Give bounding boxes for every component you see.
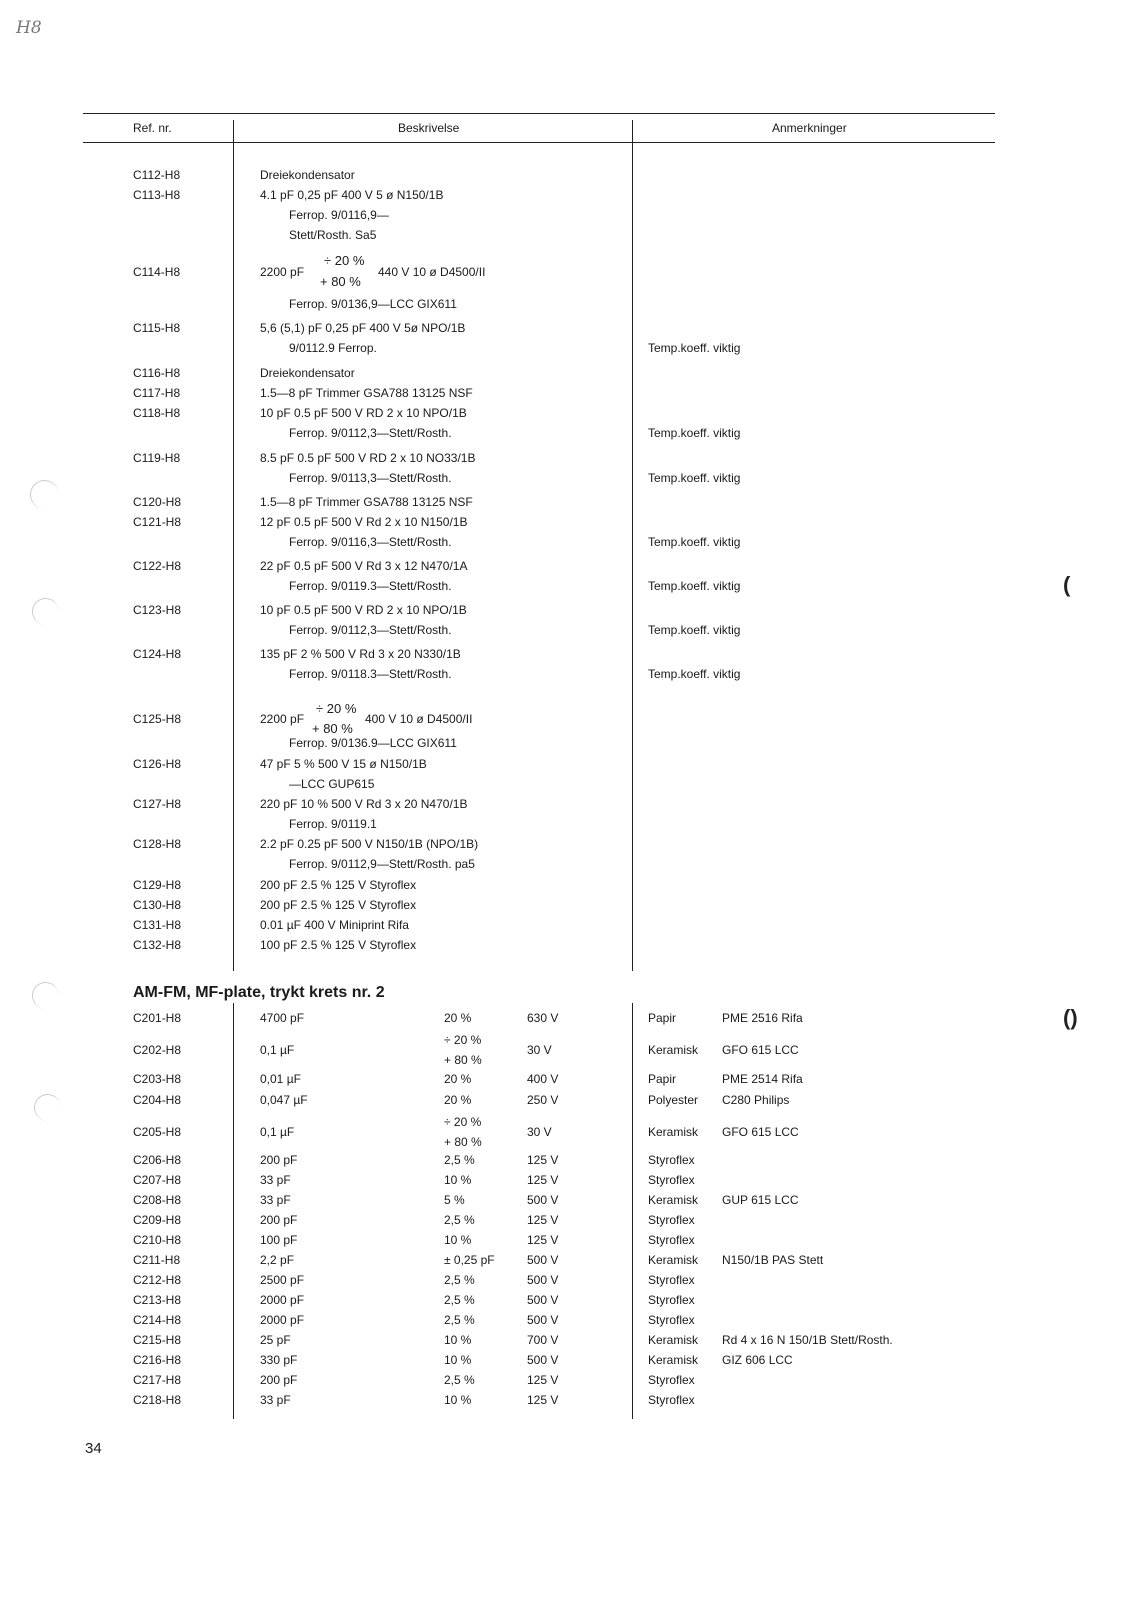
part-cell: PME 2516 Rifa	[722, 1011, 803, 1025]
note-cell: Temp.koeff. viktig	[648, 341, 741, 355]
description-cell: Ferrop. 9/0136.9—LCC GIX611	[289, 736, 457, 750]
voltage-cell: 500 V	[527, 1273, 559, 1287]
type-cell: Keramisk	[648, 1353, 699, 1367]
value-cell: 33 pF	[260, 1193, 291, 1207]
header-notes: Anmerkninger	[772, 121, 847, 135]
tolerance-cell: 10 %	[444, 1173, 472, 1187]
value-cell: 2000 pF	[260, 1293, 305, 1307]
tolerance-cell-2: + 80 %	[444, 1053, 482, 1067]
ref-cell: C216-H8	[133, 1353, 182, 1367]
voltage-cell: 125 V	[527, 1373, 559, 1387]
value-cell: 0,1 µF	[260, 1043, 295, 1057]
voltage-cell: 125 V	[527, 1213, 559, 1227]
ref-cell: C217-H8	[133, 1373, 182, 1387]
value-cell: 2000 pF	[260, 1313, 305, 1327]
ref-cell: C209-H8	[133, 1213, 182, 1227]
part-cell: GIZ 606 LCC	[722, 1353, 793, 1367]
value-cell: 100 pF	[260, 1233, 298, 1247]
ref-cell: C218-H8	[133, 1393, 182, 1407]
binding-hole-mark: ()	[1063, 1005, 1078, 1030]
description-cell: 9/0112.9 Ferrop.	[289, 341, 377, 355]
type-cell: Keramisk	[648, 1333, 699, 1347]
voltage-cell: 500 V	[527, 1293, 559, 1307]
handwritten-corner-note: H8	[16, 18, 42, 38]
header-ref: Ref. nr.	[133, 121, 172, 135]
value-cell: 330 pF	[260, 1353, 298, 1367]
ref-cell: C205-H8	[133, 1125, 182, 1139]
note-cell: Temp.koeff. viktig	[648, 535, 741, 549]
column-divider-4	[632, 1003, 633, 1419]
tolerance-cell: 20 %	[444, 1011, 472, 1025]
ref-cell: C211-H8	[133, 1253, 181, 1267]
tolerance-cell: ÷ 20 %	[444, 1115, 482, 1129]
description-cell: 4.1 pF 0,25 pF 400 V 5 ø N150/1B	[260, 188, 444, 202]
ref-cell: C128-H8	[133, 837, 182, 851]
type-cell: Papir	[648, 1072, 677, 1086]
part-cell: C280 Philips	[722, 1093, 790, 1107]
c114-rest: 440 V 10 ø D4500/II	[378, 265, 486, 279]
ref-cell: C131-H8	[133, 918, 182, 932]
ref-cell: C203-H8	[133, 1072, 182, 1086]
voltage-cell: 500 V	[527, 1253, 559, 1267]
description-cell: 10 pF 0.5 pF 500 V RD 2 x 10 NPO/1B	[260, 406, 467, 420]
tolerance-cell: 10 %	[444, 1333, 472, 1347]
c125-tol-plus: + 80 %	[312, 721, 353, 736]
description-cell: Ferrop. 9/0119.3—Stett/Rosth.	[289, 579, 452, 593]
type-cell: Keramisk	[648, 1125, 699, 1139]
tolerance-cell: 2,5 %	[444, 1213, 475, 1227]
tolerance-cell: ÷ 20 %	[444, 1033, 482, 1047]
tolerance-cell: 2,5 %	[444, 1293, 475, 1307]
c114-value: 2200 pF	[260, 265, 305, 279]
ref-cell: C213-H8	[133, 1293, 182, 1307]
type-cell: Polyester	[648, 1093, 699, 1107]
tolerance-cell: 5 %	[444, 1193, 465, 1207]
description-cell: Ferrop. 9/0118.3—Stett/Rosth.	[289, 667, 452, 681]
c125-tol-minus: ÷ 20 %	[316, 701, 357, 716]
ref-cell: C127-H8	[133, 797, 182, 811]
voltage-cell: 630 V	[527, 1011, 559, 1025]
header-description: Beskrivelse	[398, 121, 460, 135]
description-cell: 10 pF 0.5 pF 500 V RD 2 x 10 NPO/1B	[260, 603, 467, 617]
column-divider-2	[632, 120, 633, 971]
header-bottom-rule	[83, 142, 995, 143]
tolerance-cell: 2,5 %	[444, 1313, 475, 1327]
column-divider-3	[233, 1003, 234, 1419]
part-cell: N150/1B PAS Stett	[722, 1253, 824, 1267]
description-cell: 22 pF 0.5 pF 500 V Rd 3 x 12 N470/1A	[260, 559, 468, 573]
value-cell: 33 pF	[260, 1173, 291, 1187]
ref-cell: C118-H8	[133, 406, 181, 420]
description-cell: Ferrop. 9/0116,9—	[289, 208, 389, 222]
ref-cell: C124-H8	[133, 647, 182, 661]
c114-tol-plus: + 80 %	[320, 274, 361, 289]
description-cell: 1.5—8 pF Trimmer GSA788 13125 NSF	[260, 386, 473, 400]
tolerance-cell: 20 %	[444, 1072, 472, 1086]
ref-cell: C129-H8	[133, 878, 182, 892]
type-cell: Styroflex	[648, 1213, 695, 1227]
description-cell: Ferrop. 9/0119.1	[289, 817, 377, 831]
description-cell: 12 pF 0.5 pF 500 V Rd 2 x 10 N150/1B	[260, 515, 468, 529]
description-cell: 5,6 (5,1) pF 0,25 pF 400 V 5ø NPO/1B	[260, 321, 466, 335]
ref-cell: C202-H8	[133, 1043, 182, 1057]
part-cell: PME 2514 Rifa	[722, 1072, 803, 1086]
ref-cell: C122-H8	[133, 559, 182, 573]
ref-cell: C115-H8	[133, 321, 181, 335]
voltage-cell: 125 V	[527, 1173, 559, 1187]
description-cell: 135 pF 2 % 500 V Rd 3 x 20 N330/1B	[260, 647, 461, 661]
ref-cell: C116-H8	[133, 366, 181, 380]
ref-cell: C215-H8	[133, 1333, 182, 1347]
ref-cell: C206-H8	[133, 1153, 182, 1167]
description-cell: 1.5—8 pF Trimmer GSA788 13125 NSF	[260, 495, 473, 509]
tolerance-cell: 2,5 %	[444, 1273, 475, 1287]
binding-hole-mark: (	[1063, 572, 1071, 597]
type-cell: Styroflex	[648, 1153, 695, 1167]
type-cell: Styroflex	[648, 1373, 695, 1387]
ref-cell: C113-H8	[133, 188, 181, 202]
part-cell: Rd 4 x 16 N 150/1B Stett/Rosth.	[722, 1333, 893, 1347]
note-cell: Temp.koeff. viktig	[648, 667, 741, 681]
ref-cell: C126-H8	[133, 757, 182, 771]
description-cell: Ferrop. 9/0112,9—Stett/Rosth. pa5	[289, 857, 475, 871]
voltage-cell: 125 V	[527, 1393, 559, 1407]
description-cell: Ferrop. 9/0116,3—Stett/Rosth.	[289, 535, 452, 549]
type-cell: Styroflex	[648, 1173, 695, 1187]
type-cell: Styroflex	[648, 1233, 695, 1247]
voltage-cell: 125 V	[527, 1233, 559, 1247]
ref-cell: C121-H8	[133, 515, 182, 529]
voltage-cell: 30 V	[527, 1043, 552, 1057]
c125-value: 2200 pF	[260, 712, 305, 726]
note-cell: Temp.koeff. viktig	[648, 623, 741, 637]
voltage-cell: 400 V	[527, 1072, 559, 1086]
ref-cell: C119-H8	[133, 451, 181, 465]
ref-cell: C112-H8	[133, 168, 181, 182]
ref-cell: C114-H8	[133, 265, 181, 279]
ref-cell: C130-H8	[133, 898, 182, 912]
voltage-cell: 500 V	[527, 1313, 559, 1327]
tolerance-cell: 10 %	[444, 1353, 472, 1367]
type-cell: Styroflex	[648, 1273, 695, 1287]
ref-cell: C207-H8	[133, 1173, 182, 1187]
type-cell: Styroflex	[648, 1293, 695, 1307]
type-cell: Keramisk	[648, 1193, 699, 1207]
type-cell: Keramisk	[648, 1043, 699, 1057]
description-cell: Ferrop. 9/0112,3—Stett/Rosth.	[289, 426, 452, 440]
tolerance-cell: ± 0,25 pF	[444, 1253, 495, 1267]
ref-cell: C208-H8	[133, 1193, 182, 1207]
header-top-rule	[83, 113, 995, 114]
type-cell: Styroflex	[648, 1313, 695, 1327]
voltage-cell: 700 V	[527, 1333, 559, 1347]
page-number: 34	[85, 1440, 102, 1457]
description-cell: 200 pF 2.5 % 125 V Styroflex	[260, 878, 417, 892]
ref-cell: C123-H8	[133, 603, 182, 617]
description-cell: 8.5 pF 0.5 pF 500 V RD 2 x 10 NO33/1B	[260, 451, 476, 465]
scan-artifact	[32, 598, 59, 625]
value-cell: 200 pF	[260, 1373, 298, 1387]
section-title: AM-FM, MF-plate, trykt krets nr. 2	[133, 984, 385, 1001]
part-cell: GUP 615 LCC	[722, 1193, 799, 1207]
tolerance-cell-2: + 80 %	[444, 1135, 482, 1149]
ref-cell: C201-H8	[133, 1011, 182, 1025]
description-cell: 200 pF 2.5 % 125 V Styroflex	[260, 898, 417, 912]
ref-cell: C125-H8	[133, 712, 182, 726]
voltage-cell: 500 V	[527, 1353, 559, 1367]
tolerance-cell: 20 %	[444, 1093, 472, 1107]
tolerance-cell: 10 %	[444, 1233, 472, 1247]
description-cell: 0.01 µF 400 V Miniprint Rifa	[260, 918, 409, 932]
part-cell: GFO 615 LCC	[722, 1043, 799, 1057]
ref-cell: C132-H8	[133, 938, 182, 952]
c125-rest: 400 V 10 ø D4500/II	[365, 712, 473, 726]
value-cell: 0,1 µF	[260, 1125, 295, 1139]
ref-cell: C212-H8	[133, 1273, 182, 1287]
description-cell: Ferrop. 9/0136,9—LCC GIX611	[289, 297, 457, 311]
value-cell: 0,01 µF	[260, 1072, 301, 1086]
description-cell: 220 pF 10 % 500 V Rd 3 x 20 N470/1B	[260, 797, 468, 811]
c114-tol-minus: ÷ 20 %	[324, 253, 365, 268]
description-cell: —LCC GUP615	[289, 777, 375, 791]
tolerance-cell: 10 %	[444, 1393, 472, 1407]
scan-artifact	[34, 1094, 61, 1121]
value-cell: 200 pF	[260, 1213, 298, 1227]
description-cell: 100 pF 2.5 % 125 V Styroflex	[260, 938, 417, 952]
voltage-cell: 125 V	[527, 1153, 559, 1167]
note-cell: Temp.koeff. viktig	[648, 426, 741, 440]
value-cell: 2,2 pF	[260, 1253, 295, 1267]
description-cell: Ferrop. 9/0113,3—Stett/Rosth.	[289, 471, 452, 485]
value-cell: 33 pF	[260, 1393, 291, 1407]
description-cell: Dreiekondensator	[260, 366, 355, 380]
description-cell: 47 pF 5 % 500 V 15 ø N150/1B	[260, 757, 427, 771]
value-cell: 4700 pF	[260, 1011, 305, 1025]
description-cell: Dreiekondensator	[260, 168, 355, 182]
voltage-cell: 30 V	[527, 1125, 552, 1139]
ref-cell: C117-H8	[133, 386, 181, 400]
voltage-cell: 500 V	[527, 1193, 559, 1207]
ref-cell: C210-H8	[133, 1233, 182, 1247]
tolerance-cell: 2,5 %	[444, 1153, 475, 1167]
value-cell: 0,047 µF	[260, 1093, 308, 1107]
column-divider-1	[233, 120, 234, 971]
type-cell: Keramisk	[648, 1253, 699, 1267]
part-cell: GFO 615 LCC	[722, 1125, 799, 1139]
type-cell: Styroflex	[648, 1393, 695, 1407]
description-cell: Ferrop. 9/0112,3—Stett/Rosth.	[289, 623, 452, 637]
tolerance-cell: 2,5 %	[444, 1373, 475, 1387]
type-cell: Papir	[648, 1011, 677, 1025]
scan-artifact	[30, 480, 59, 509]
voltage-cell: 250 V	[527, 1093, 559, 1107]
description-cell: Stett/Rosth. Sa5	[289, 228, 377, 242]
value-cell: 2500 pF	[260, 1273, 305, 1287]
ref-cell: C120-H8	[133, 495, 182, 509]
ref-cell: C214-H8	[133, 1313, 182, 1327]
note-cell: Temp.koeff. viktig	[648, 471, 741, 485]
ref-cell: C204-H8	[133, 1093, 182, 1107]
value-cell: 200 pF	[260, 1153, 298, 1167]
description-cell: 2.2 pF 0.25 pF 500 V N150/1B (NPO/1B)	[260, 837, 479, 851]
scan-artifact	[32, 982, 59, 1009]
note-cell: Temp.koeff. viktig	[648, 579, 741, 593]
value-cell: 25 pF	[260, 1333, 291, 1347]
